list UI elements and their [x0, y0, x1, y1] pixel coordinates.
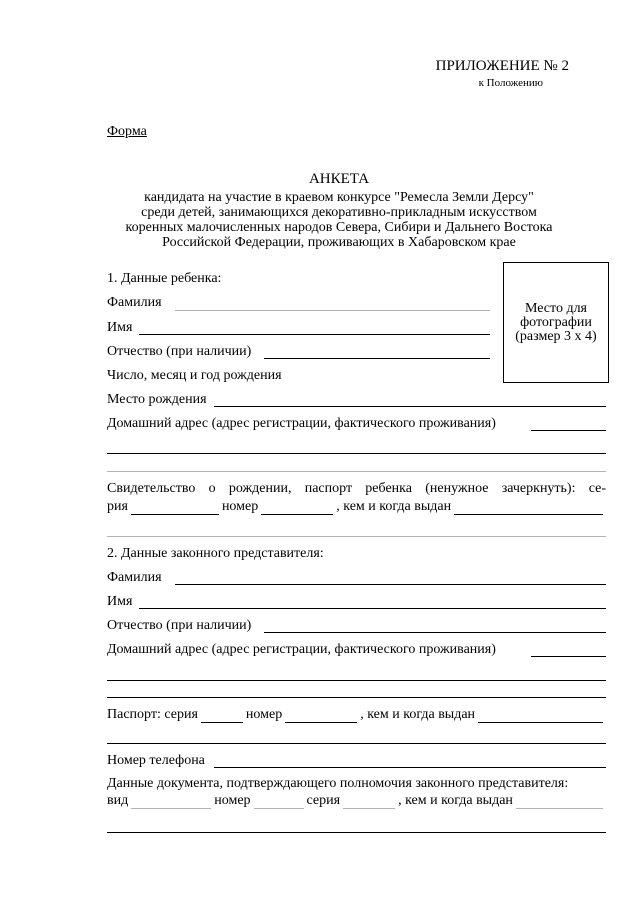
- guardian-patronymic-label: Отчество (при наличии): [107, 618, 252, 633]
- child-birth-place-label: Место рождения: [107, 392, 207, 407]
- subtitle-line-4: Российской Федерации, проживающих в Хабаровском крае: [162, 235, 516, 250]
- subtitle-line-3: коренных малочисленных народов Севера, Сибири и Дальнего Востока: [125, 220, 553, 235]
- child-address-field[interactable]: [531, 430, 606, 431]
- guardian-section-heading: 2. Данные законного представителя:: [107, 546, 324, 561]
- form-label: Форма: [107, 124, 147, 139]
- appendix-reference: к Положению: [478, 77, 543, 89]
- child-name-label: Имя: [107, 320, 133, 335]
- child-document-label: Свидетельство о рождении, паспорт ребенка (ненужное зачеркнуть): се-: [107, 481, 606, 496]
- auth-type-field[interactable]: [131, 796, 211, 809]
- child-doc-series-field[interactable]: [131, 502, 219, 515]
- child-patronymic-field[interactable]: [264, 358, 490, 359]
- auth-issued-label: , кем и когда выдан: [398, 793, 513, 808]
- child-doc-issued-field[interactable]: [454, 502, 603, 515]
- subtitle-line-2: среди детей, занимающихся декоративно-прикладным искусством: [141, 205, 537, 220]
- auth-number-field[interactable]: [254, 796, 304, 809]
- guardian-name-label: Имя: [107, 594, 133, 609]
- child-doc-issued-label: , кем и когда выдан: [336, 499, 452, 514]
- guardian-address-label: Домашний адрес (адрес регистрации, фактического проживания): [107, 642, 496, 657]
- child-doc-number-field[interactable]: [261, 502, 333, 515]
- guardian-phone-field[interactable]: [214, 767, 606, 768]
- child-doc-number-label: номер: [221, 499, 259, 514]
- guardian-phone-label: Номер телефона: [107, 753, 205, 768]
- guardian-address-line-2[interactable]: [107, 680, 606, 681]
- guardian-patronymic-field[interactable]: [264, 632, 606, 633]
- child-patronymic-label: Отчество (при наличии): [107, 344, 252, 359]
- guardian-passport-series-label: Паспорт: серия: [107, 707, 198, 722]
- document-title: АНКЕТА: [308, 171, 370, 187]
- guardian-address-line-3[interactable]: [107, 697, 606, 698]
- auth-issued-field[interactable]: [516, 796, 603, 809]
- child-section-heading: 1. Данные ребенка:: [107, 271, 222, 286]
- guardian-name-field[interactable]: [139, 608, 606, 609]
- guardian-passport-series-field[interactable]: [201, 710, 243, 723]
- guardian-address-field[interactable]: [531, 656, 606, 657]
- child-birth-date-label: Число, месяц и год рождения: [107, 368, 282, 383]
- child-surname-label: Фамилия: [107, 295, 162, 310]
- child-doc-series-label: рия: [107, 499, 128, 514]
- guardian-authority-row: [107, 792, 606, 809]
- child-birth-place-field[interactable]: [214, 406, 606, 407]
- guardian-authority-line-2[interactable]: [107, 832, 606, 833]
- auth-number-label: номер: [214, 793, 251, 808]
- guardian-passport-number-label: номер: [245, 707, 283, 722]
- auth-series-label: серия: [306, 793, 341, 808]
- child-document-row: [107, 498, 606, 515]
- child-name-field[interactable]: [139, 334, 490, 335]
- child-address-line-2[interactable]: [107, 453, 606, 454]
- auth-series-field[interactable]: [343, 796, 395, 809]
- guardian-passport-number-field[interactable]: [285, 710, 357, 723]
- child-surname-field[interactable]: [175, 310, 490, 311]
- child-address-line-3[interactable]: [107, 471, 606, 472]
- photo-label-2: фотографии: [520, 314, 592, 330]
- photo-placeholder-box: [503, 262, 609, 383]
- photo-label-3: (размер 3 х 4): [515, 328, 597, 344]
- child-document-line-2[interactable]: [107, 536, 606, 537]
- guardian-passport-issued-field[interactable]: [478, 710, 603, 723]
- guardian-surname-label: Фамилия: [107, 570, 162, 585]
- photo-label-1: Место для: [524, 300, 587, 316]
- guardian-passport-line-2[interactable]: [107, 743, 606, 744]
- auth-type-label: вид: [107, 793, 129, 808]
- appendix-number: ПРИЛОЖЕНИЕ № 2: [435, 58, 569, 74]
- child-address-label: Домашний адрес (адрес регистрации, фактического проживания): [107, 416, 496, 431]
- guardian-authority-label: Данные документа, подтверждающего полномочия законного представителя:: [107, 776, 569, 791]
- guardian-passport-issued-label: , кем и когда выдан: [360, 707, 476, 722]
- guardian-passport-row: [107, 706, 606, 723]
- subtitle-line-1: кандидата на участие в краевом конкурсе "Ремесла Земли Дерсу": [144, 190, 534, 205]
- guardian-surname-field[interactable]: [175, 584, 606, 585]
